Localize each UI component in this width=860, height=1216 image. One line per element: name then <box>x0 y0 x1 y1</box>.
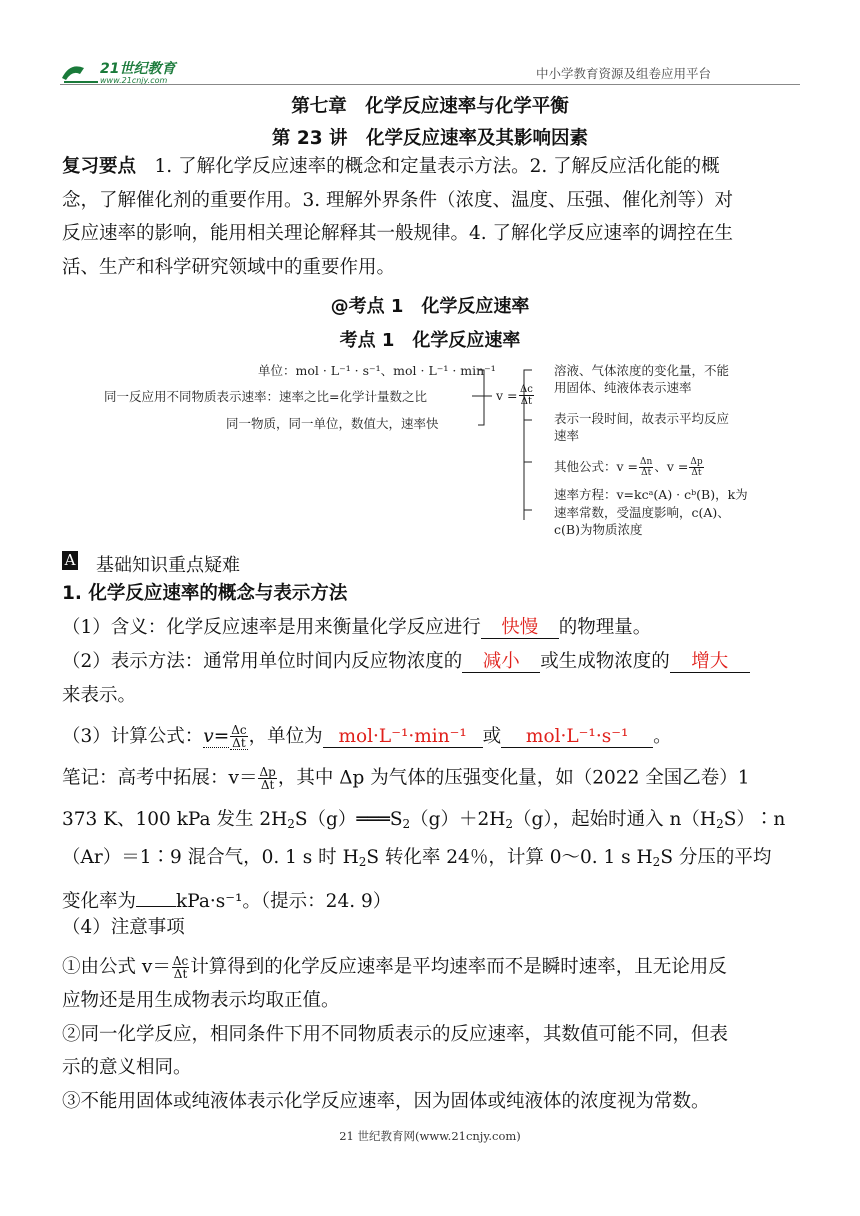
item1-title: 1. 化学反应速率的概念与表示方法 <box>62 583 348 604</box>
note-1-line-1: ①由公式 v＝ $\frac{\Delta c}{\Delta t}$ 计算得到的化学反应速率是平均速率而不是瞬时速率，且无论用反 <box>62 954 727 981</box>
diagram-left-2: 同一反应用不同物质表示速率：速率之比=化学计量数之比 <box>104 389 427 404</box>
note-1-line-2: 应物还是用生成物表示均取正值。 <box>62 990 340 1011</box>
answer-blank-rate[interactable] <box>136 886 176 907</box>
para-3: （3）计算公式：v= $\frac{\Delta c}{\Delta t}$ ，单位为 mol·L⁻¹·min⁻¹ 或 mol·L⁻¹·s⁻¹ 。 <box>62 723 672 750</box>
para-2-line-2: 来表示。 <box>62 685 137 706</box>
answer-increase: 增大 <box>670 652 750 673</box>
diagram-right-6: 速率方程：v=kcᵃ(A) · cᵇ(B)，k为 <box>554 487 748 502</box>
svg-text:21世纪教育: 21世纪教育 <box>100 61 176 77</box>
part-a-title: 基础知识重点疑难 <box>96 555 240 576</box>
answer-fast-slow: 快慢 <box>481 618 559 639</box>
diagram-right-4: 速率 <box>554 428 580 443</box>
header-rule <box>60 84 800 85</box>
site-logo <box>60 56 220 86</box>
answer-unit-s: mol·L⁻¹·s⁻¹ <box>501 727 653 748</box>
diagram-center-v: v = <box>496 388 518 403</box>
note-3-line-1: ③不能用固体或纯液体表示化学反应速率，因为固体或纯液体的浓度视为常数。 <box>62 1091 710 1112</box>
diagram-right-5: 其他公式：v = $\frac{\Delta n}{\Delta t}$ 、v = $\frac{\Delta p}{\Delta t}$ <box>554 457 703 478</box>
svg-text:www.21cnjy.com: www.21cnjy.com <box>100 76 168 85</box>
diagram-right-1: 溶液、气体浓度的变化量，不能 <box>554 363 730 378</box>
diagram-left-3: 同一物质，同一单位，数值大，速率快 <box>226 416 439 431</box>
note-line-4: 变化率为 kPa·s⁻¹。（提示：24. 9） <box>62 886 802 912</box>
section-heading-2: 考点 1 化学反应速率 <box>339 330 521 351</box>
review-label: 复习要点 <box>62 156 137 177</box>
part-a-badge: A <box>62 551 78 570</box>
para-1: （1）含义：化学反应速率是用来衡量化学反应进行 快慢 的物理量。 <box>62 617 652 638</box>
diagram-right-8: c(B)为物质浓度 <box>554 522 643 537</box>
answer-decrease: 减小 <box>462 652 540 673</box>
note-line-2: 373 K、100 kPa 发生 $2H_2S(g)═══S_2(g)+2H_2(g)$，起始时通入 $n(H_2S)∶n$ <box>62 809 786 831</box>
diagram-left-1: 单位：mol · L⁻¹ · s⁻¹、mol · L⁻¹ · min⁻¹ <box>258 363 496 378</box>
footer: 21 世纪教育网(www.21cnjy.com) <box>339 1129 521 1143</box>
review-line-4: 活、生产和科学研究领域中的重要作用。 <box>62 257 396 278</box>
diagram-right-7: 速率常数，受温度影响，c(A)、 <box>554 505 730 520</box>
diagram-right-2: 用固体、纯液体表示速率 <box>554 380 692 395</box>
note-line-3: （Ar）＝1∶9 混合气，0. 1 s 时 $H_2S$ 转化率 24％，计算 0～0. 1 s $H_2S$ 分压的平均 <box>62 847 772 869</box>
note-line-1: 笔记：高考中拓展：v＝ $\frac{\Delta p}{\Delta t}$ ，其中 Δp 为气体的压强变化量，如（2022 全国乙卷）1 <box>62 765 750 792</box>
review-line-2: 念，了解催化剂的重要作用。3. 理解外界条件（浓度、温度、压强、催化剂等）对 <box>62 190 734 211</box>
lecture-title: 第 23 讲 化学反应速率及其影响因素 <box>271 128 589 149</box>
note-2-line-2: 示的意义相同。 <box>62 1057 192 1078</box>
answer-unit-min: mol·L⁻¹·min⁻¹ <box>323 727 483 748</box>
diagram-brackets <box>470 360 560 520</box>
section-heading-1: @考点 1 化学反应速率 <box>330 296 530 317</box>
chapter-title: 第七章 化学反应速率与化学平衡 <box>291 96 569 117</box>
review-line-3: 反应速率的影响，能用相关理论解释其一般规律。4. 了解化学反应速率的调控在生 <box>62 223 734 244</box>
review-line-1: 复习要点 1. 了解化学反应速率的概念和定量表示方法。2. 了解反应活化能的概 <box>62 156 720 177</box>
platform-name: 中小学教育资源及组卷应用平台 <box>536 66 712 81</box>
diagram-right-3: 表示一段时间，故表示平均反应 <box>554 411 730 426</box>
note-2-line-1: ②同一化学反应，相同条件下用不同物质表示的反应速率，其数值可能不同，但表 <box>62 1024 729 1045</box>
para-4-title: （4）注意事项 <box>62 917 185 938</box>
para-2: （2）表示方法：通常用单位时间内反应物浓度的 减小 或生成物浓度的 增大 <box>62 652 802 673</box>
diagram-center-frac: $\frac{\Delta c}{\Delta t}$ <box>520 384 533 407</box>
